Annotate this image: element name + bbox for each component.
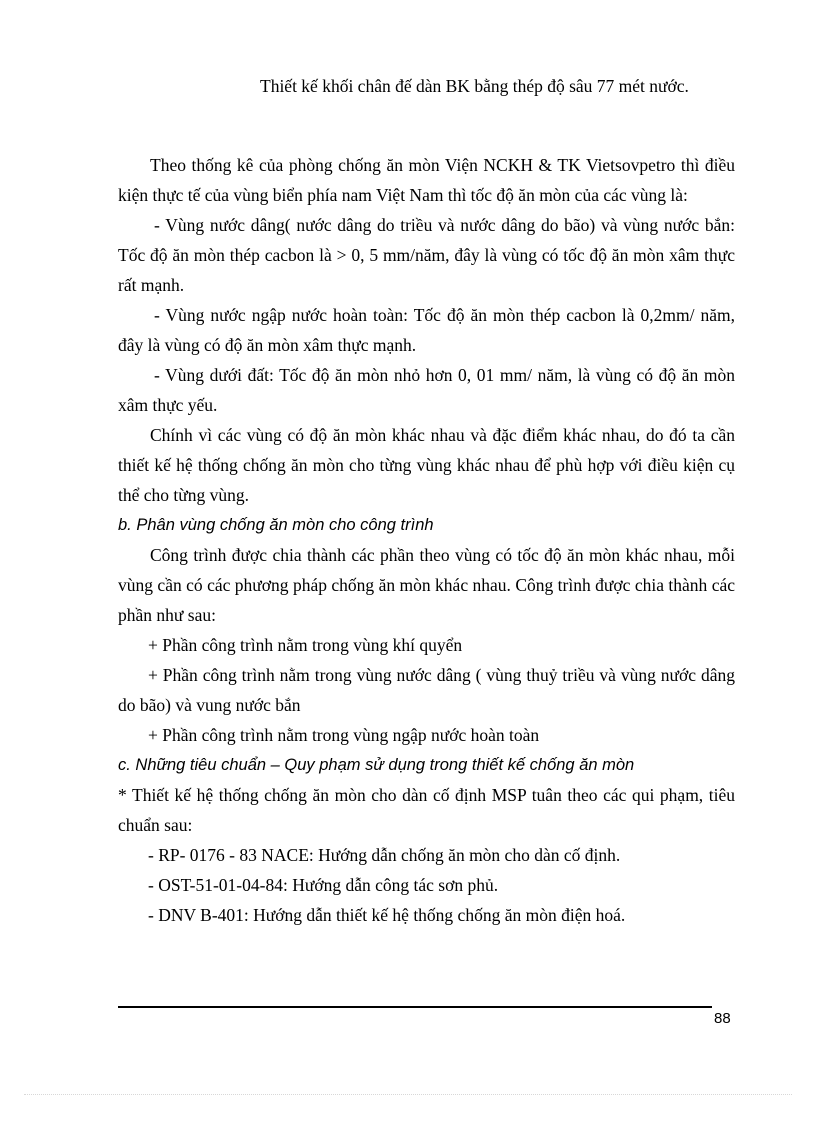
section-c-intro: * Thiết kế hệ thống chống ăn mòn cho dàn cố định MSP tuân theo các qui phạm, tiêu chuẩn sau:: [118, 785, 735, 835]
zone-splash-paragraph: - Vùng nước dâng( nước dâng do triều và nước dâng do bão) và vùng nước bắn: Tốc độ ăn mòn thép cacbon là > 0, 5 mm/năm, đây là vùng có tốc độ ăn mòn xâm thực rất mạnh.: [118, 215, 735, 295]
page-edge-divider: [24, 1094, 792, 1095]
zone-submerged-paragraph: - Vùng nước ngập nước hoàn toàn: Tốc độ ăn mòn thép cacbon là 0,2mm/ năm, đây là vùng có độ ăn mòn xâm thực mạnh.: [118, 305, 735, 355]
section-b-intro: Công trình được chia thành các phần theo vùng có tốc độ ăn mòn khác nhau, mỗi vùng cần có các phương pháp chống ăn mòn khác nhau. Công trình được chia thành các phần như sau:: [118, 545, 735, 625]
intro-paragraph: Theo thống kê của phòng chống ăn mòn Viện NCKH & TK Vietsovpetro thì điều kiện thực tế của vùng biển phía nam Việt Nam thì tốc độ ăn mòn của các vùng là:: [118, 155, 735, 205]
zone-underground-paragraph: - Vùng dưới đất: Tốc độ ăn mòn nhỏ hơn 0, 01 mm/ năm, là vùng có độ ăn mòn xâm thực yếu.: [118, 365, 735, 415]
running-header: Thiết kế khối chân đế dàn BK bằng thép độ sâu 77 mét nước.: [260, 76, 689, 96]
section-b-item: + Phần công trình nằm trong vùng ngập nước hoàn toàn: [148, 725, 540, 745]
standard-item: - OST-51-01-04-84: Hướng dẫn công tác sơn phủ.: [148, 875, 499, 895]
section-c-heading: c. Những tiêu chuẩn – Quy phạm sử dụng trong thiết kế chống ăn mòn: [118, 756, 635, 774]
section-b-heading: b. Phân vùng chống ăn mòn cho công trình: [118, 516, 434, 534]
footer-divider: [118, 1006, 712, 1008]
conclusion-paragraph: Chính vì các vùng có độ ăn mòn khác nhau và đặc điểm khác nhau, do đó ta cần thiết kế hệ thống chống ăn mòn cho từng vùng khác nhau để phù hợp với điều kiện cụ thể cho từng vùng.: [118, 425, 735, 505]
section-b-item: + Phần công trình nằm trong vùng khí quyển: [148, 635, 463, 655]
standard-item: - RP- 0176 - 83 NACE: Hướng dẫn chống ăn mòn cho dàn cố định.: [148, 845, 621, 865]
section-b-item: + Phần công trình nằm trong vùng nước dâng ( vùng thuỷ triều và vùng nước dâng do bão) và vung nước bắn: [118, 665, 735, 715]
body-text: [118, 150, 735, 930]
standard-item: - DNV B-401: Hướng dẫn thiết kế hệ thống chống ăn mòn điện hoá.: [148, 905, 626, 925]
page-number: 88: [714, 1010, 731, 1027]
